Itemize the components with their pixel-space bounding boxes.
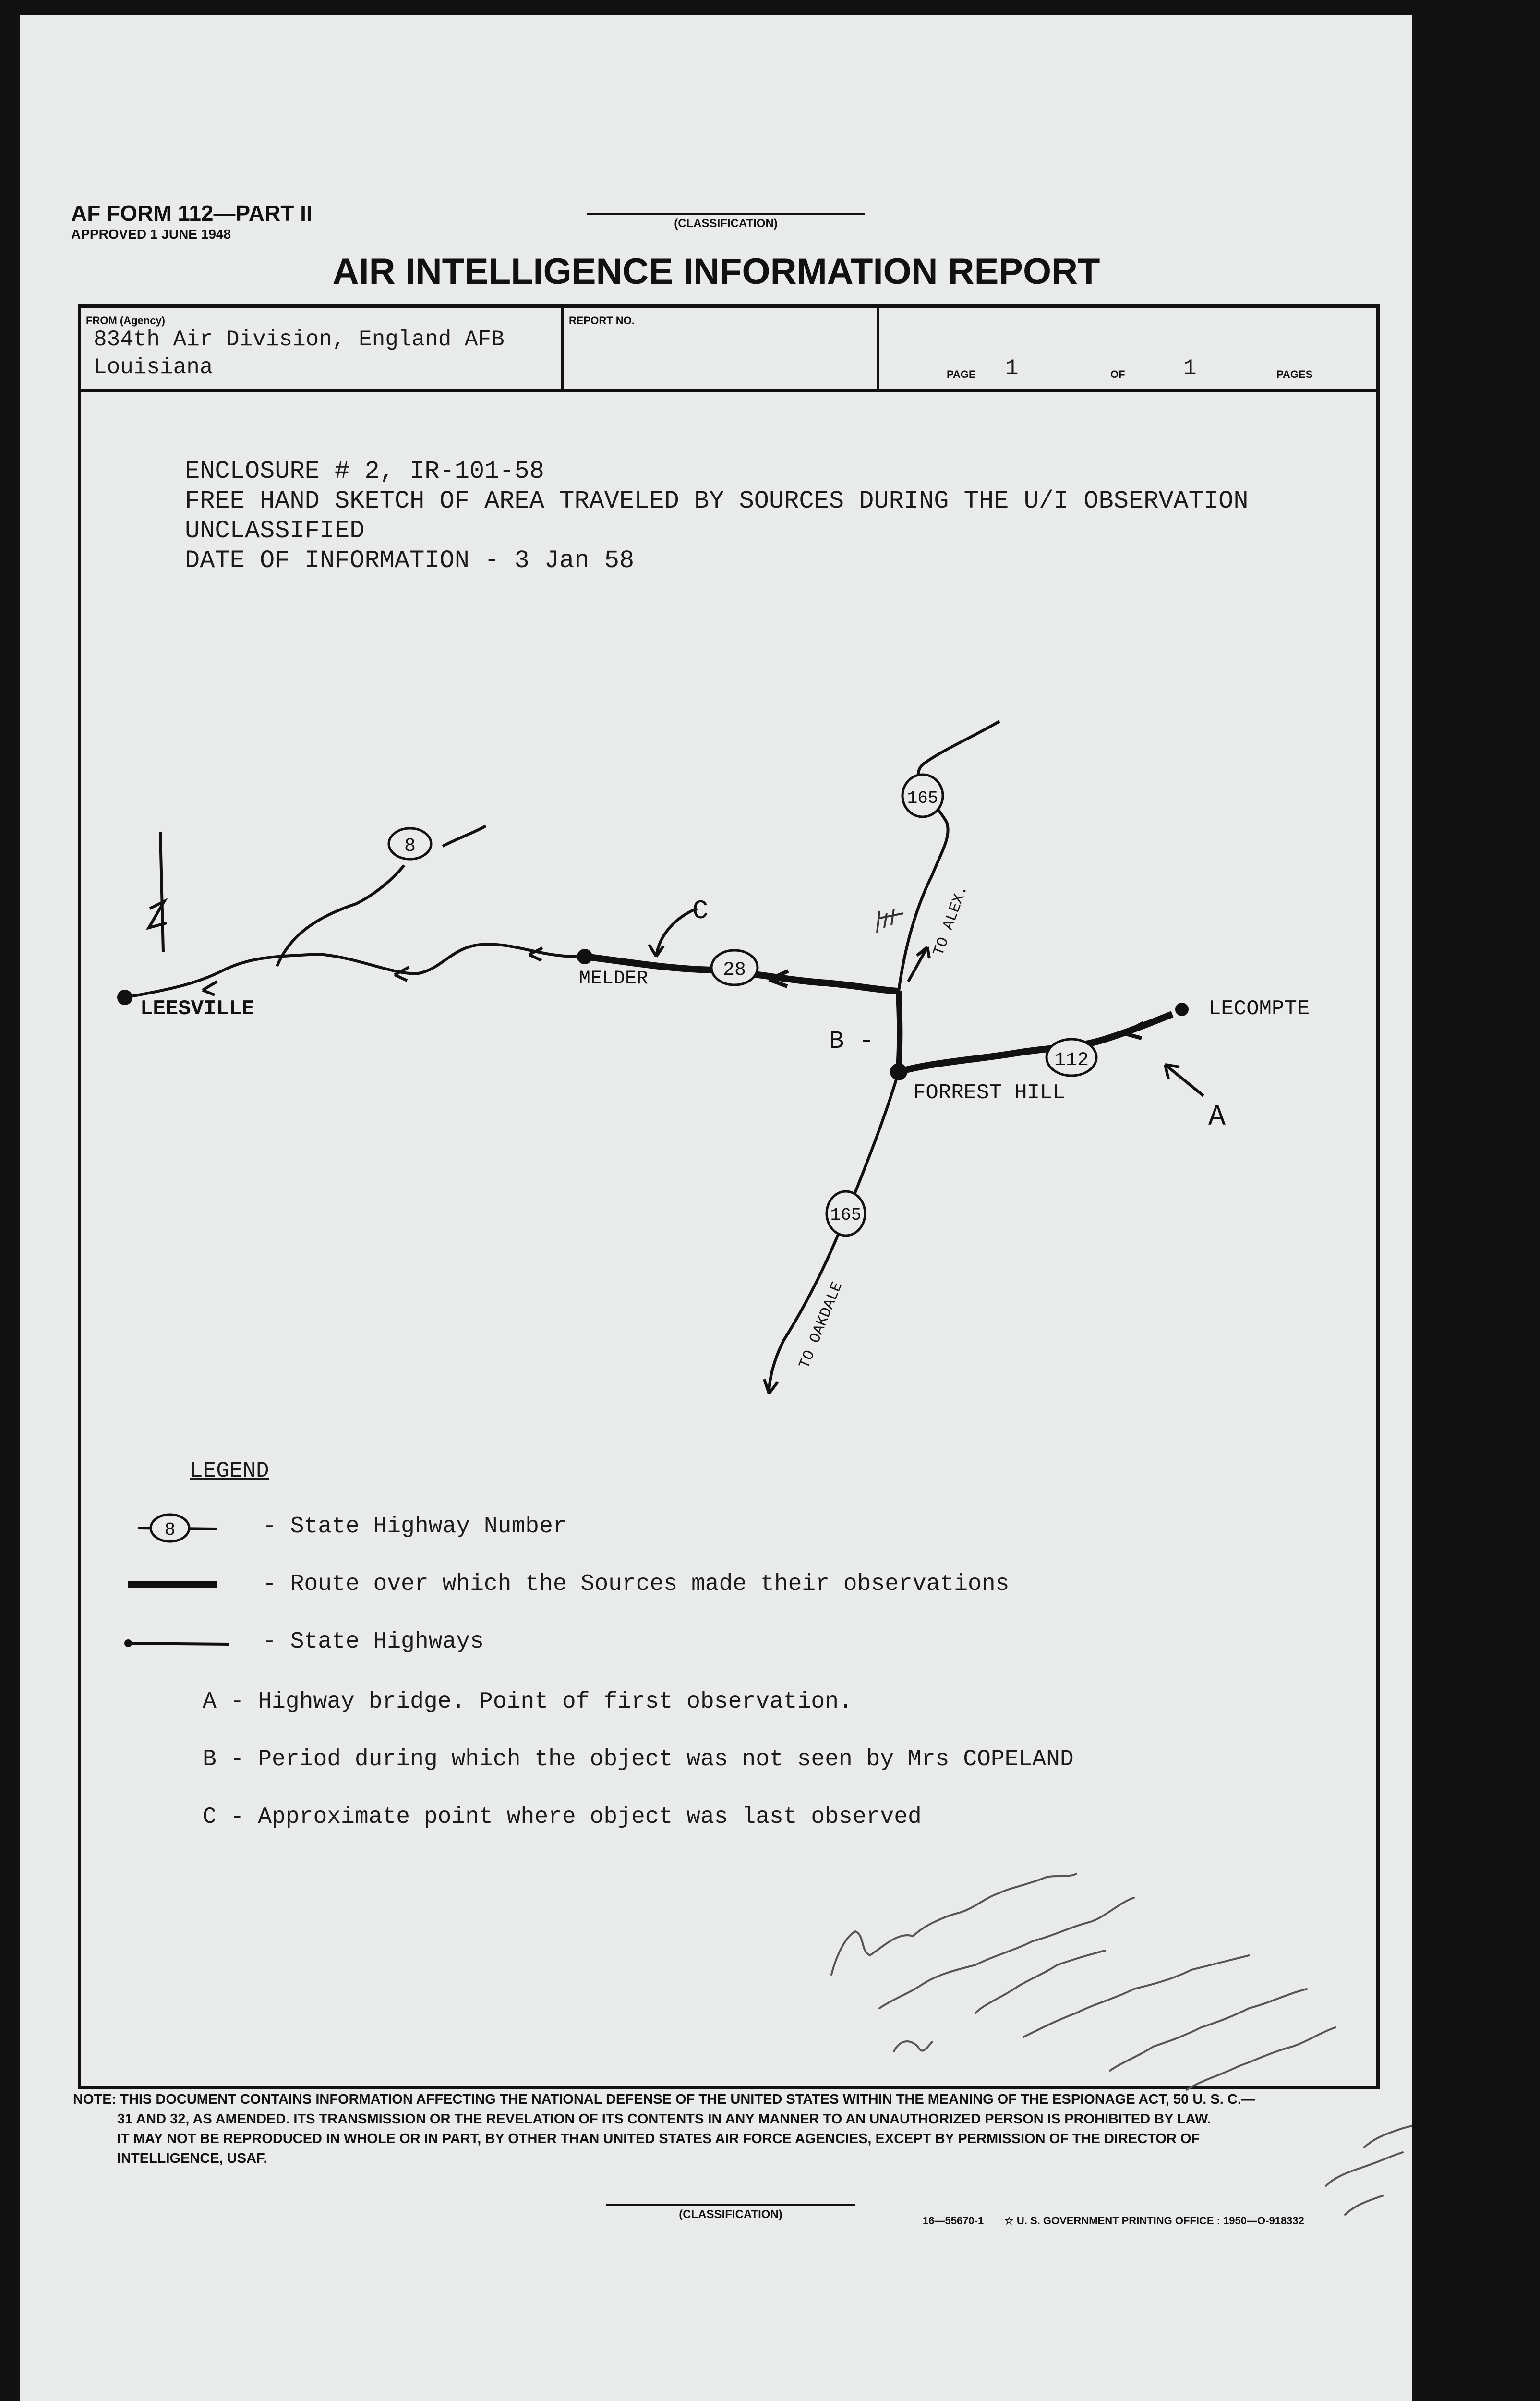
sketch-description: FREE HAND SKETCH OF AREA TRAVELED BY SOURCES DURING THE U/I OBSERVATION [185, 487, 1249, 515]
date-of-information: DATE OF INFORMATION - 3 Jan 58 [185, 546, 635, 575]
point-a-arrow [1165, 1065, 1203, 1096]
legend-symbol-state-highway [124, 1639, 229, 1647]
point-c-label: C [692, 896, 709, 926]
classification-label-top: (CLASSIFICATION) [674, 217, 778, 230]
lecompte-label: LECOMPTE [1208, 997, 1310, 1021]
highway-28-marker [711, 950, 758, 985]
from-agency-line2: Louisiana [94, 355, 213, 380]
to-alex-label: TO ALEX. [929, 883, 972, 958]
route-112-observation [899, 1014, 1172, 1072]
legend-item-state-highways: - State Highways [263, 1629, 484, 1655]
point-c-arrow [649, 909, 697, 957]
classification-line-bottom [606, 2204, 855, 2206]
legend-symbol-highway-number [138, 1515, 217, 1541]
from-label: FROM (Agency) [86, 315, 165, 327]
legend-item-highway-number: - State Highway Number [263, 1514, 567, 1540]
route-segment-b [899, 991, 900, 1069]
highway-112-marker [1047, 1039, 1096, 1076]
pages-label: PAGES [1276, 368, 1313, 380]
report-no-label: REPORT NO. [569, 315, 635, 327]
highway-165-south [769, 1072, 899, 1394]
classification-typed: UNCLASSIFIED [185, 517, 365, 545]
highway-165-south-marker [827, 1191, 865, 1236]
notice-line-3: IT MAY NOT BE REPRODUCED IN WHOLE OR IN PART, BY OTHER THAN UNITED STATES AIR FORCE AGENCIES, EXCEPT BY PERMISSION OF THE DIRECTOR OF [117, 2131, 1200, 2146]
point-b-label: B - [829, 1027, 874, 1055]
highway-8-number: 8 [404, 836, 416, 857]
notice-line-2: 31 AND 32, AS AMENDED. ITS TRANSMISSION OR THE REVELATION OF ITS CONTENTS IN ANY MANNER TO AN UNAUTHORIZED PERSON IS PROHIBITED BY LAW. [117, 2111, 1211, 2127]
legend-item-route: - Route over which the Sources made their observations [263, 1571, 1010, 1597]
page-number: 1 [1005, 356, 1019, 381]
leesville-dot [117, 990, 132, 1005]
notice-line-4: INTELLIGENCE, USAF. [117, 2151, 267, 2166]
north-symbol-stroke [149, 901, 167, 928]
melder-label: MELDER [579, 968, 649, 990]
highway-112-number: 112 [1054, 1050, 1089, 1071]
from-agency-line1: 834th Air Division, England AFB [94, 327, 505, 352]
legend-title: LEGEND [190, 1458, 269, 1483]
report-title: AIR INTELLIGENCE INFORMATION REPORT [332, 251, 1100, 292]
forrest-hill-label: FORREST HILL [913, 1081, 1065, 1105]
notice-line-1: NOTE: THIS DOCUMENT CONTAINS INFORMATION AFFECTING THE NATIONAL DEFENSE OF THE UNITED STATES WITHIN THE MEANING OF THE ESPIONAGE ACT, 50 U. S. C.— [73, 2092, 1255, 2107]
legend-item-b: B - Period during which the object was not seen by Mrs COPELAND [203, 1746, 1074, 1772]
form-approved-date: APPROVED 1 JUNE 1948 [71, 227, 231, 242]
leesville-label: LEESVILLE [140, 997, 254, 1021]
pencil-scribble [877, 909, 903, 933]
gpo-imprint: ☆ U. S. GOVERNMENT PRINTING OFFICE : 1950—O-918332 [1004, 2215, 1304, 2227]
legend-item-c: C - Approximate point where object was last observed [203, 1804, 922, 1830]
lecompte-dot [1175, 1003, 1189, 1016]
legend-symbol-number: 8 [164, 1520, 176, 1540]
report-page [20, 15, 1412, 2401]
route-leesville-melder [126, 944, 577, 997]
page-label: PAGE [947, 368, 976, 380]
freehand-map-sketch [20, 15, 1412, 2401]
espionage-act-notice [73, 2090, 1398, 2169]
form-print-code: 16—55670-1 [923, 2215, 984, 2227]
north-arrow [149, 832, 167, 952]
highway-165-north-number: 165 [907, 788, 938, 808]
classification-label-bottom: (CLASSIFICATION) [679, 2208, 782, 2221]
highway-165-north-marker [902, 775, 943, 817]
enclosure-line: ENCLOSURE # 2, IR-101-58 [185, 457, 544, 485]
to-oakdale-label: TO OAKDALE [795, 1279, 847, 1371]
state-highway-8 [277, 865, 404, 966]
highway-28-number: 28 [722, 959, 746, 981]
state-highway-8-north [443, 826, 486, 846]
highway-165-south-number: 165 [830, 1205, 862, 1225]
point-a-label: A [1208, 1101, 1226, 1134]
highway-8-marker [389, 828, 431, 859]
to-alex-arrow [908, 947, 929, 982]
of-label: OF [1110, 368, 1125, 380]
legend-item-a: A - Highway bridge. Point of first observation. [203, 1689, 853, 1715]
total-pages: 1 [1183, 356, 1197, 381]
form-id: AF FORM 112—PART II [71, 201, 313, 226]
route-arrow-1 [203, 982, 217, 995]
